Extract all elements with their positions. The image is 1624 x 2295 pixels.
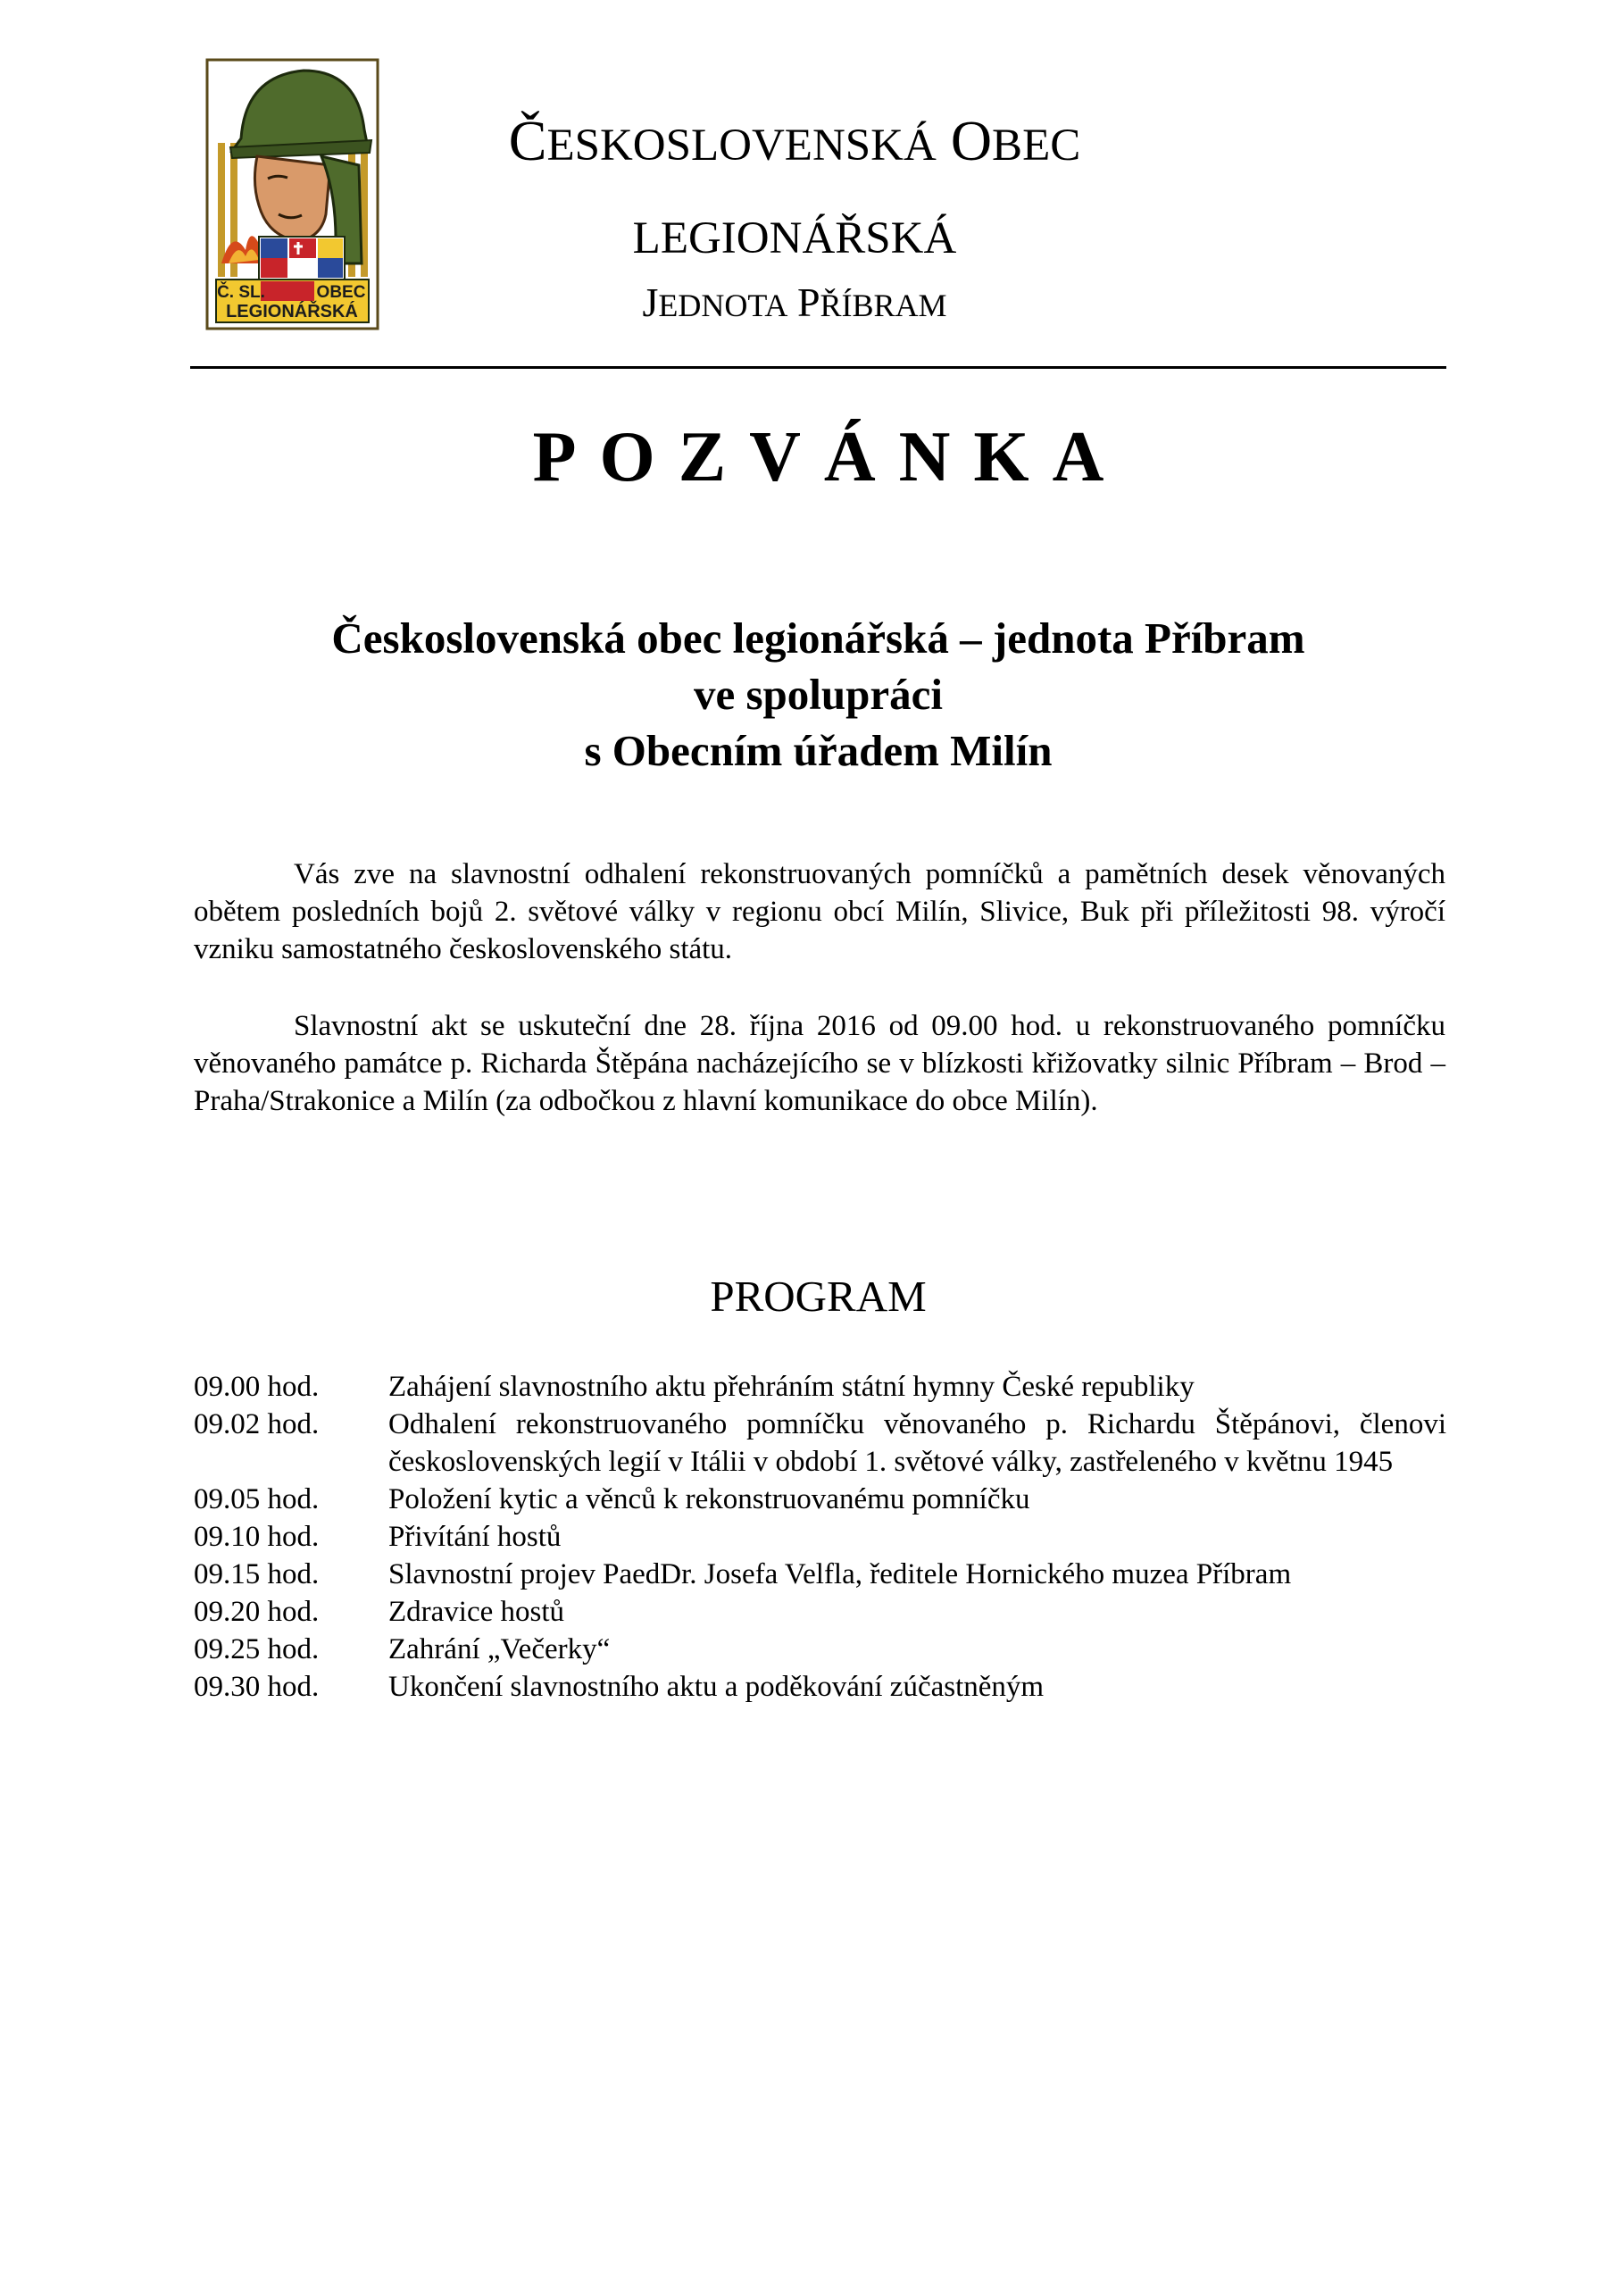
subtitle (190, 610, 1446, 779)
program-time: 09.00 hod. (194, 1371, 320, 1403)
program-time: 09.25 hod. (194, 1633, 320, 1665)
program-text: Slavnostní projev PaedDr. Josefa Velfla, ředitele Hornického muzea Příbram (388, 1558, 1292, 1590)
program-item (194, 1556, 1446, 1593)
header-divider (190, 366, 1446, 369)
program-text: Zdravice hostů (388, 1596, 565, 1628)
program-time: 09.10 hod. (194, 1521, 320, 1553)
program-time: 09.20 hod. (194, 1596, 320, 1628)
invitation-paragraph: Vás zve na slavnostní odhalení rekonstruovaných pomníčků a pamětních desek věnovaných obětem posledních bojů 2. světové války v regionu obcí Milín, Slivice, Buk při příležitosti 98. výročí vzniku samostatného československého státu. (194, 858, 1445, 965)
program-time: 09.15 hod. (194, 1558, 320, 1590)
program-item (194, 1668, 1446, 1706)
subtitle-line: Československá obec legionářská – jednota Příbram (331, 613, 1305, 663)
program-text: Položení kytic a věnců k rekonstruovanému pomníčku (388, 1483, 1030, 1515)
logo-text-line2: LEGIONÁŘSKÁ (226, 302, 358, 321)
document-title: POZVÁNKA (532, 418, 1128, 497)
legionnaire-emblem-icon (205, 58, 379, 330)
program-item (194, 1518, 1446, 1556)
program-item (194, 1406, 1446, 1481)
org-name-line2: LEGIONÁŘSKÁ (632, 213, 957, 263)
program-time: 09.02 hod. (194, 1408, 320, 1440)
program-text: Zahrání „Večerky“ (388, 1633, 611, 1665)
logo-text-line1b: OBEC (316, 283, 366, 302)
program-item (194, 1481, 1446, 1518)
subtitle-line: s Obecním úřadem Milín (584, 726, 1053, 775)
event-details-paragraph: Slavnostní akt se uskuteční dne 28. října 2016 od 09.00 hod. u rekonstruovaného pomníčku věnovaného památce p. Richarda Štěpána nacházejícího se v blízkosti křižovatky silnic Příbram – Brod – Praha/Strakonice a Milín (za odbočkou z hlavní komunikace do obce Milín). (194, 1010, 1445, 1117)
program-time: 09.05 hod. (194, 1483, 320, 1515)
program-item (194, 1593, 1446, 1631)
org-name-line1: ČESKOSLOVENSKÁ OBEC (508, 109, 1081, 172)
org-unit: JEDNOTA PŘÍBRAM (642, 280, 947, 325)
program-item (194, 1631, 1446, 1668)
program-text: Zahájení slavnostního aktu přehráním státní hymny České republiky (388, 1371, 1195, 1403)
program-text: Přivítání hostů (388, 1521, 562, 1553)
subtitle-line: ve spolupráci (693, 670, 944, 719)
program-heading: PROGRAM (710, 1272, 927, 1321)
program-list (194, 1368, 1446, 1706)
program-time: 09.30 hod. (194, 1671, 320, 1703)
program-text: Ukončení slavnostního aktu a poděkování zúčastněným (388, 1671, 1045, 1703)
program-text: Odhalení rekonstruovaného pomníčku věnovaného p. Richardu Štěpánovi, členovi československých legií v Itálii v období 1. světové války, zastřeleného v květnu 1945 (388, 1408, 1446, 1478)
logo-text-line1: Č. SL. (217, 283, 265, 302)
program-item (194, 1368, 1446, 1406)
